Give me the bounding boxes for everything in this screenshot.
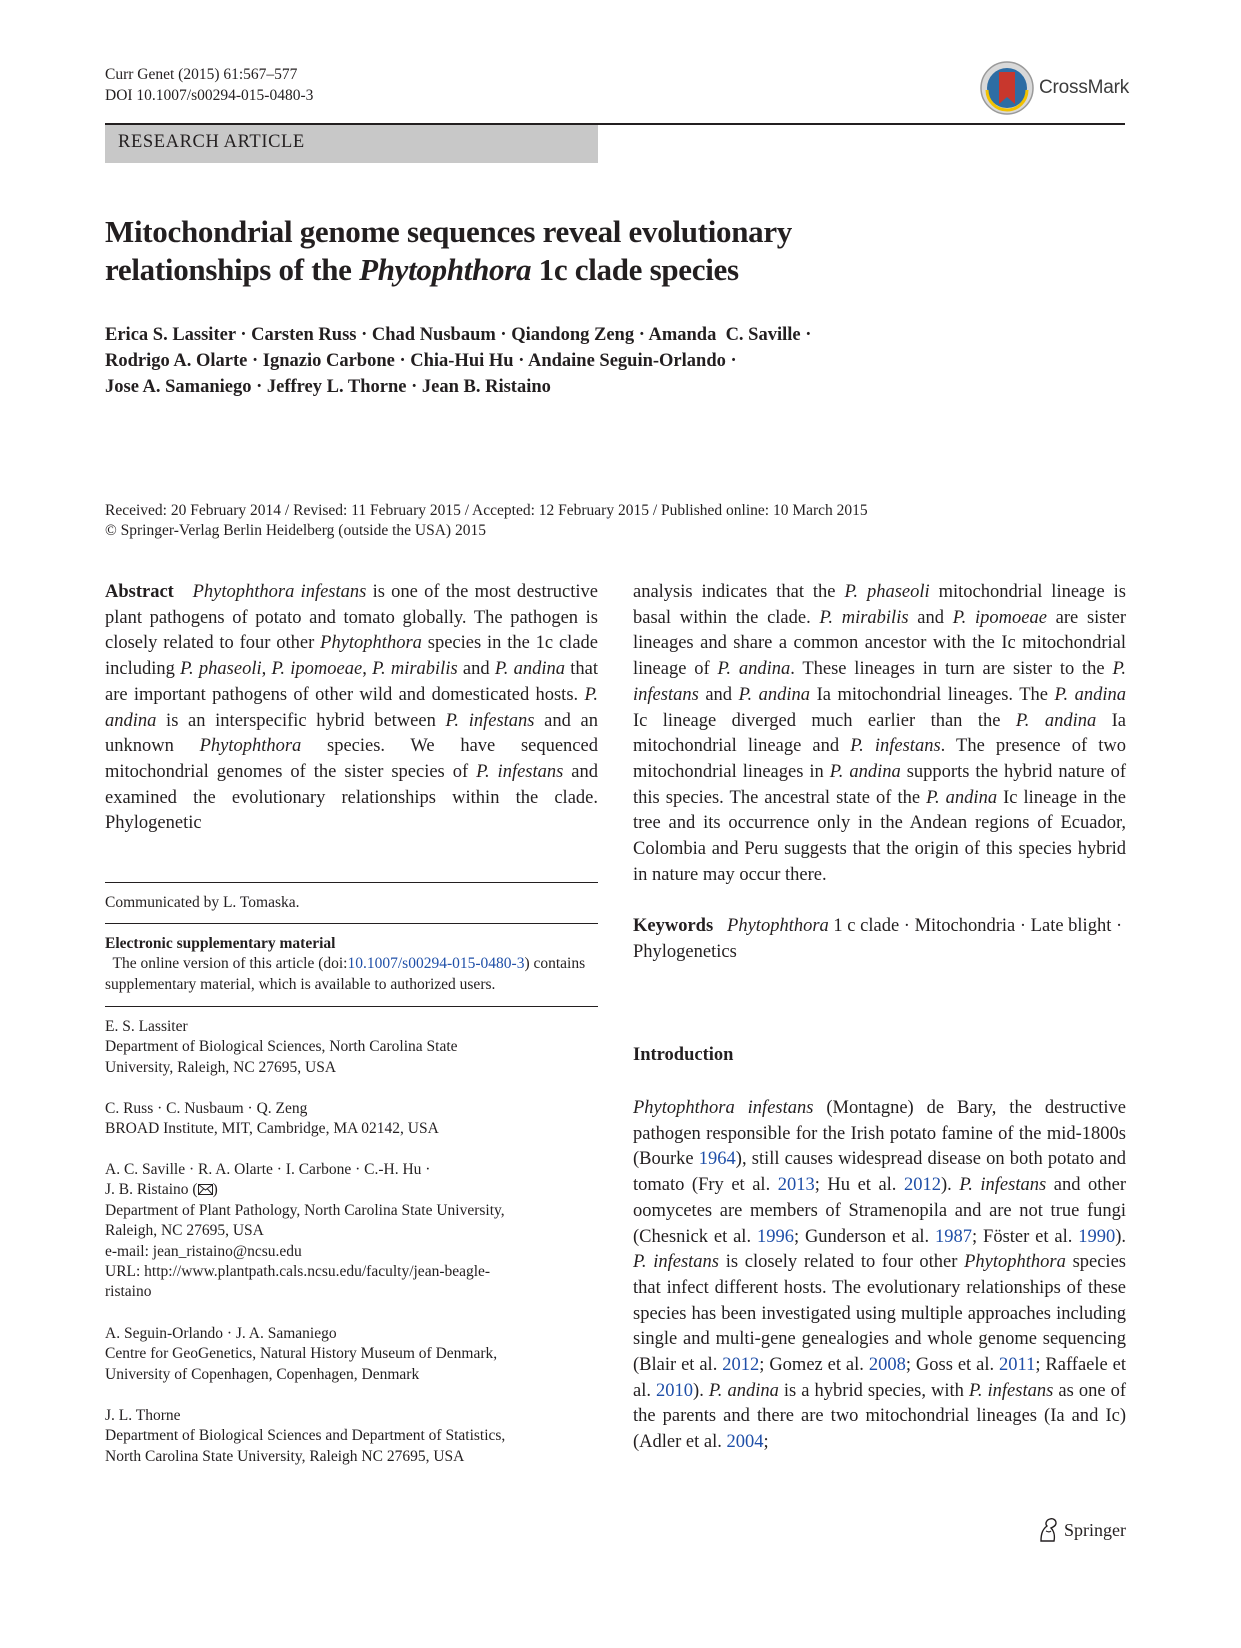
crossmark-badge[interactable] [979,60,1129,120]
text: ). [693,1380,709,1401]
esm-note [105,934,598,995]
species-name: Phytophthora [199,736,302,757]
text: . The presence of two mitochondrial lineages in [633,736,1126,782]
text: that are important pathogens of other wild and domesticated hosts. [105,659,599,705]
text: ; Föster et al. [972,1226,1079,1247]
citation-link[interactable]: 1990 [1078,1226,1116,1247]
affiliation-5 [105,1406,598,1467]
citation-link[interactable]: 2011 [999,1355,1036,1376]
title-line-1: Mitochondrial genome sequences reveal evolutionary [105,214,793,249]
text: is one of the most destructive plant pathogens of potato and tomato globally. The pathogen is closely related to four other [105,582,598,654]
esm-doi-link[interactable]: 10.1007/s00294-015-0480-3 [347,955,525,973]
species-name: P. infestans [968,1380,1054,1401]
url-line[interactable]: ristaino [105,1283,152,1301]
species-name: P. andina [1015,710,1097,731]
affiliation-line: Department of Biological Sciences, North Carolina State [105,1038,458,1056]
introduction-text [633,1096,1126,1456]
abstract-right [633,580,1126,966]
species-name: P. phaseoli [180,659,262,680]
text: Ia mitochondrial lineages. The [810,684,1055,705]
species-name: P. ipomoeae [952,607,1047,628]
corresponding-name: J. B. Ristaino ( [105,1181,198,1199]
abstract-heading: Abstract [105,582,174,602]
text: mitochondrial lineage is basal within the clade. [633,582,1126,628]
abstract-paragraph [633,580,1126,888]
text: . These lineages in turn are sister to the [790,659,1113,680]
text: ; [763,1432,769,1453]
species-name: P. mirabilis [372,659,458,680]
species-name: P. infestans [633,659,1126,705]
species-name: P. andina [708,1380,779,1401]
affiliation-line: Department of Plant Pathology, North Carolina State University, [105,1201,505,1219]
affiliation-line: Raleigh, NC 27695, USA [105,1222,264,1240]
text: and an unknown [105,710,598,757]
species-name: P. andina [494,659,566,680]
species-name: P. mirabilis [819,607,909,628]
communicated-by: Communicated by L. Tomaska. [105,894,300,911]
author-line-2: Rodrigo A. Olarte · Ignazio Carbone · Chia-Hui Hu · Andaine Seguin-Orlando · [105,351,737,371]
text: and [908,607,953,628]
citation-link[interactable]: 1996 [756,1226,794,1247]
text: is closely related to four other [719,1252,965,1273]
envelope-icon [198,1184,213,1195]
affiliation-names: C. Russ · C. Nusbaum · Q. Zeng [105,1100,308,1117]
species-name: P. infestans [959,1175,1047,1196]
text: analysis indicates that the [633,582,845,602]
text: ; Gunderson et al. [793,1226,936,1247]
title-line-2 [105,251,1105,289]
affiliation-line: Centre for GeoGenetics, Natural History Museum of Denmark, [105,1345,498,1363]
keywords-label: Keywords [633,916,714,937]
text: supports the hybrid nature of this species. The ancestral state of the [633,761,1126,808]
title-text: 1c clade species [531,252,739,287]
text: is a hybrid species, with [778,1380,969,1401]
journal-citation: Curr Genet (2015) 61:567–577 [105,66,298,83]
affiliation-line: University of Copenhagen, Copenhagen, Denmark [105,1365,420,1383]
crossmark-icon [979,60,1035,116]
species-name: P. infestans [476,761,564,782]
text: species that infect different hosts. The evolutionary relationships of these species has been investigated using multiple approaches including single and multi-gene genealogies and whole genome sequencing (Blair et al. [633,1252,1126,1376]
affiliation-line: Department of Biological Sciences and Department of Statistics, [105,1427,506,1445]
affiliation-2 [105,1099,598,1140]
email-line[interactable]: e-mail: jean_ristaino@ncsu.edu [105,1242,302,1260]
section-heading-introduction: Introduction [633,1045,734,1065]
citation-link[interactable]: 2010 [656,1380,694,1401]
species-name: P. infestans [850,736,941,757]
esm-text: The online version of this article (doi: [105,955,348,973]
publication-dates [105,501,1125,541]
text: Ic lineage in the tree and its occurrence only in the Andean regions of Ecuador, Colombia and Peru suggests that the origin of this species hybrid in nature may occur there. [633,787,1126,885]
copyright: © Springer-Verlag Berlin Heidelberg (outside the USA) 2015 [105,522,486,539]
text: ; Goss et al. [905,1355,1000,1376]
text: , [261,659,272,680]
citation-link[interactable]: 2012 [722,1355,760,1376]
species-name: P. andina [105,684,598,731]
citation-link[interactable]: 1964 [698,1149,736,1170]
text: ; Hu et al. [814,1175,904,1196]
doi: DOI 10.1007/s00294-015-0480-3 [105,87,314,104]
species-name: P. phaseoli [844,582,930,602]
text: ). [940,1175,960,1196]
text: is an interspecific hybrid between [156,710,446,731]
text: and examined the evolutionary relationships within the clade. Phylogenetic [105,761,598,834]
text: species. We have sequenced mitochondrial genomes of the sister species of [105,736,598,782]
affiliation-names: A. C. Saville · R. A. Olarte · I. Carbone · C.-H. Hu · [105,1161,431,1178]
citation-link[interactable]: 2013 [777,1175,815,1196]
text: as one of the parents and there are two mitochondrial lineages (Ia and Ic) (Adler et al. [633,1380,1126,1453]
title-text: relationships of the [105,252,360,287]
text: Ia mitochondrial lineage and [633,710,1127,757]
text: are sister lineages and share a common ancestor with the Ic mitochondrial lineage of [633,607,1127,680]
text: (Montagne) de Bary, the destructive pathogen responsible for the Irish potato famine of the mid-1800s (Bourke [633,1098,1126,1170]
affiliation-4 [105,1324,598,1385]
affiliation-names: J. L. Thorne [105,1407,181,1424]
species-name: P. andina [717,659,791,680]
species-name: P. andina [1054,684,1126,705]
species-name: Phytophthora infestans [633,1098,814,1118]
corresponding-name: ) [212,1181,218,1199]
springer-horse-icon [1037,1517,1059,1543]
species-name: Phytophthora [320,633,422,654]
species-name: P. andina [829,761,901,782]
title-genus: Phytophthora [359,252,532,287]
text: and [457,659,495,680]
citation-link[interactable]: 2004 [726,1432,764,1453]
text: ; Raffaele et al. [633,1355,1126,1401]
text: ; Gomez et al. [759,1355,869,1376]
abstract-paragraph [105,580,598,837]
journal-citation-block [105,64,313,106]
history-dates: Received: 20 February 2014 / Revised: 11 February 2015 / Accepted: 12 February 2015 / Published online: 10 March 2015 [105,502,868,519]
text: Ic lineage diverged much earlier than the [633,710,1016,731]
publisher-name: Springer [1064,1520,1126,1540]
url-line[interactable]: URL: http://www.plantpath.cals.ncsu.edu/faculty/jean-beagle- [105,1263,491,1281]
species-name: Phytophthora infestans [192,582,367,602]
text: ), still causes widespread disease on both potato and tomato (Fry et al. [633,1149,1126,1196]
citation-link[interactable]: 2012 [903,1175,941,1196]
abstract-left [105,580,598,837]
text: and other oomycetes are members of Stramenopila and are not true fungi (Chesnick et al. [633,1175,1126,1247]
affiliation-line: BROAD Institute, MIT, Cambridge, MA 02142, USA [105,1120,439,1138]
footnote-rule [105,923,598,924]
keyword-list: 1 c clade · Mitochondria · Late blight · Phylogenetics [633,916,1123,963]
footnote-rule [105,882,598,883]
affiliation-line: University, Raleigh, NC 27695, USA [105,1058,337,1076]
species-name: P. andina [926,787,998,808]
affiliation-1 [105,1017,598,1078]
author-line-3: Jose A. Samaniego · Jeffrey L. Thorne · Jean B. Ristaino [105,377,551,397]
text: and [698,684,739,705]
species-name: P. ipomoeae [271,659,363,680]
article-title [105,213,1105,289]
affiliation-names: A. Seguin-Orlando · J. A. Samaniego [105,1325,337,1342]
corresponding-author [105,1180,598,1200]
esm-text: ) contains supplementary material, which is available to authorized users. [105,955,586,993]
text: species in the 1c clade including [105,633,598,680]
author-list [105,322,1105,400]
text: ). [1115,1226,1127,1247]
species-name: P. infestans [445,710,535,731]
intro-paragraph [633,1096,1126,1456]
affiliation-names: E. S. Lassiter [105,1018,188,1035]
citation-link[interactable]: 1987 [935,1226,973,1247]
footnote-rule [105,1006,598,1007]
author-line-1: Erica S. Lassiter · Carsten Russ · Chad Nusbaum · Qiandong Zeng · Amanda C. Saville · [105,325,812,345]
affiliation-line: North Carolina State University, Raleigh NC 27695, USA [105,1447,465,1465]
esm-label: Electronic supplementary material [105,935,336,952]
keyword-genus: Phytophthora [727,916,829,937]
species-name: Phytophthora [964,1252,1066,1273]
affiliation-3 [105,1160,598,1303]
text: , [362,659,373,680]
species-name: P. andina [738,684,811,705]
citation-link[interactable]: 2008 [868,1355,906,1376]
species-name: P. infestans [633,1252,720,1273]
article-type-banner [105,125,598,163]
article-type-label: RESEARCH ARTICLE [118,132,305,152]
keywords [633,914,1126,965]
crossmark-label: CrossMark [1039,77,1130,98]
